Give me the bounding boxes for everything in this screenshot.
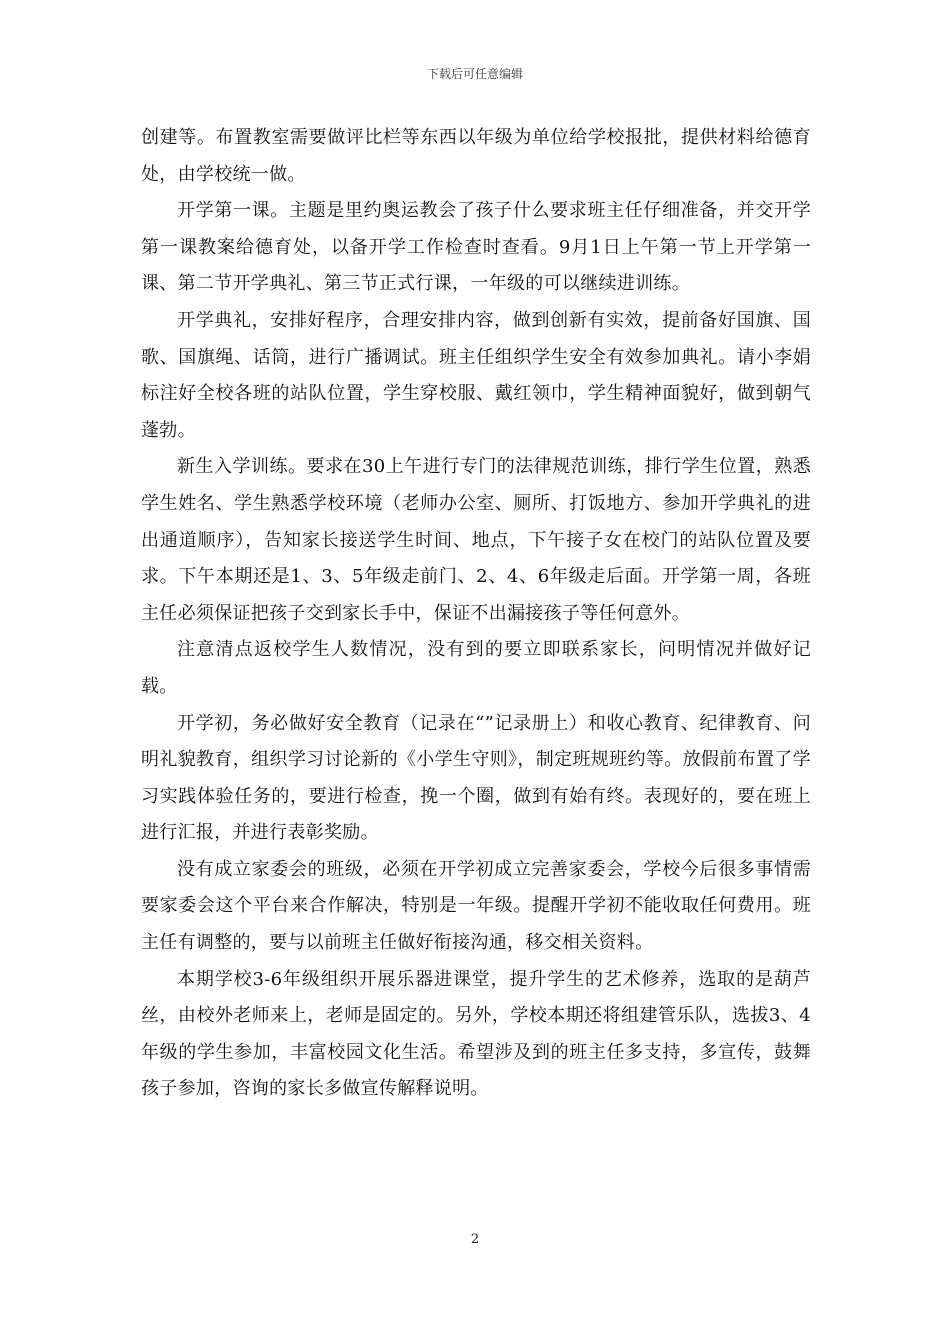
paragraph-1: 创建等。布置教室需要做评比栏等东西以年级为单位给学校报批，提供材料给德育处，由学校统一做。 (141, 127, 811, 185)
page-number: 2 (470, 1232, 480, 1247)
paragraph-3: 开学典礼，安排好程序，合理安排内容，做到创新有实效，提前备好国旗、国歌、国旗绳、话筒，进行广播调试。班主任组织学生安全有效参加典礼。请小李娟标注好全校各班的站队位置，学生穿校服、戴红领巾，学生精神面貌好，做到朝气蓬勃。 (141, 309, 811, 441)
paragraph-2: 开学第一课。主题是里约奥运教会了孩子什么要求班主任仔细准备，并交开学第一课教案给德育处，以备开学工作检查时查看。9月1日上午第一节上开学第一课、第二节开学典礼、第三节正式行课，一年级的可以继续进训练。 (141, 200, 811, 295)
document-body (141, 120, 811, 1108)
paragraph-6: 开学初，务必做好安全教育（记录在“”记录册上）和收心教育、纪律教育、问明礼貌教育，组织学习讨论新的《小学生守则》，制定班规班约等。放假前布置了学习实践体验任务的，要进行检查，挽一个圈，做到有始有终。表现好的，要在班上进行汇报，并进行表彰奖励。 (141, 712, 811, 844)
paragraph-4: 新生入学训练。要求在30上午进行专门的法律规范训练，排行学生位置，熟悉学生姓名、学生熟悉学校环境（老师办公室、厕所、打饭地方、参加开学典礼的进出通道顺序），告知家长接送学生时间、地点，下午接子女在校门的站队位置及要求。下午本期还是1、3、5年级走前门、2、4、6年级走后面。开学第一周，各班主任必须保证把孩子交到家长手中，保证不出漏接孩子等任何意外。 (141, 456, 811, 624)
paragraph-7: 没有成立家委会的班级，必须在开学初成立完善家委会，学校今后很多事情需要家委会这个平台来合作解决，特别是一年级。提醒开学初不能收取任何费用。班主任有调整的，要与以前班主任做好衔接沟通，移交相关资料。 (141, 858, 811, 954)
page-header: 下载后可任意编辑 (426, 67, 523, 81)
paragraph-5: 注意清点返校学生人数情况，没有到的要立即联系家长，问明情况并做好记载。 (141, 639, 811, 697)
paragraph-8: 本期学校3-6年级组织开展乐器进课堂，提升学生的艺术修养，选取的是葫芦丝，由校外老师来上，老师是固定的。另外，学校本期还将组建管乐队，选拔3、4年级的学生参加，丰富校园文化生活。希望涉及到的班主任多支持，多宣传，鼓舞孩子参加，咨询的家长多做宣传解释说明。 (141, 968, 811, 1100)
